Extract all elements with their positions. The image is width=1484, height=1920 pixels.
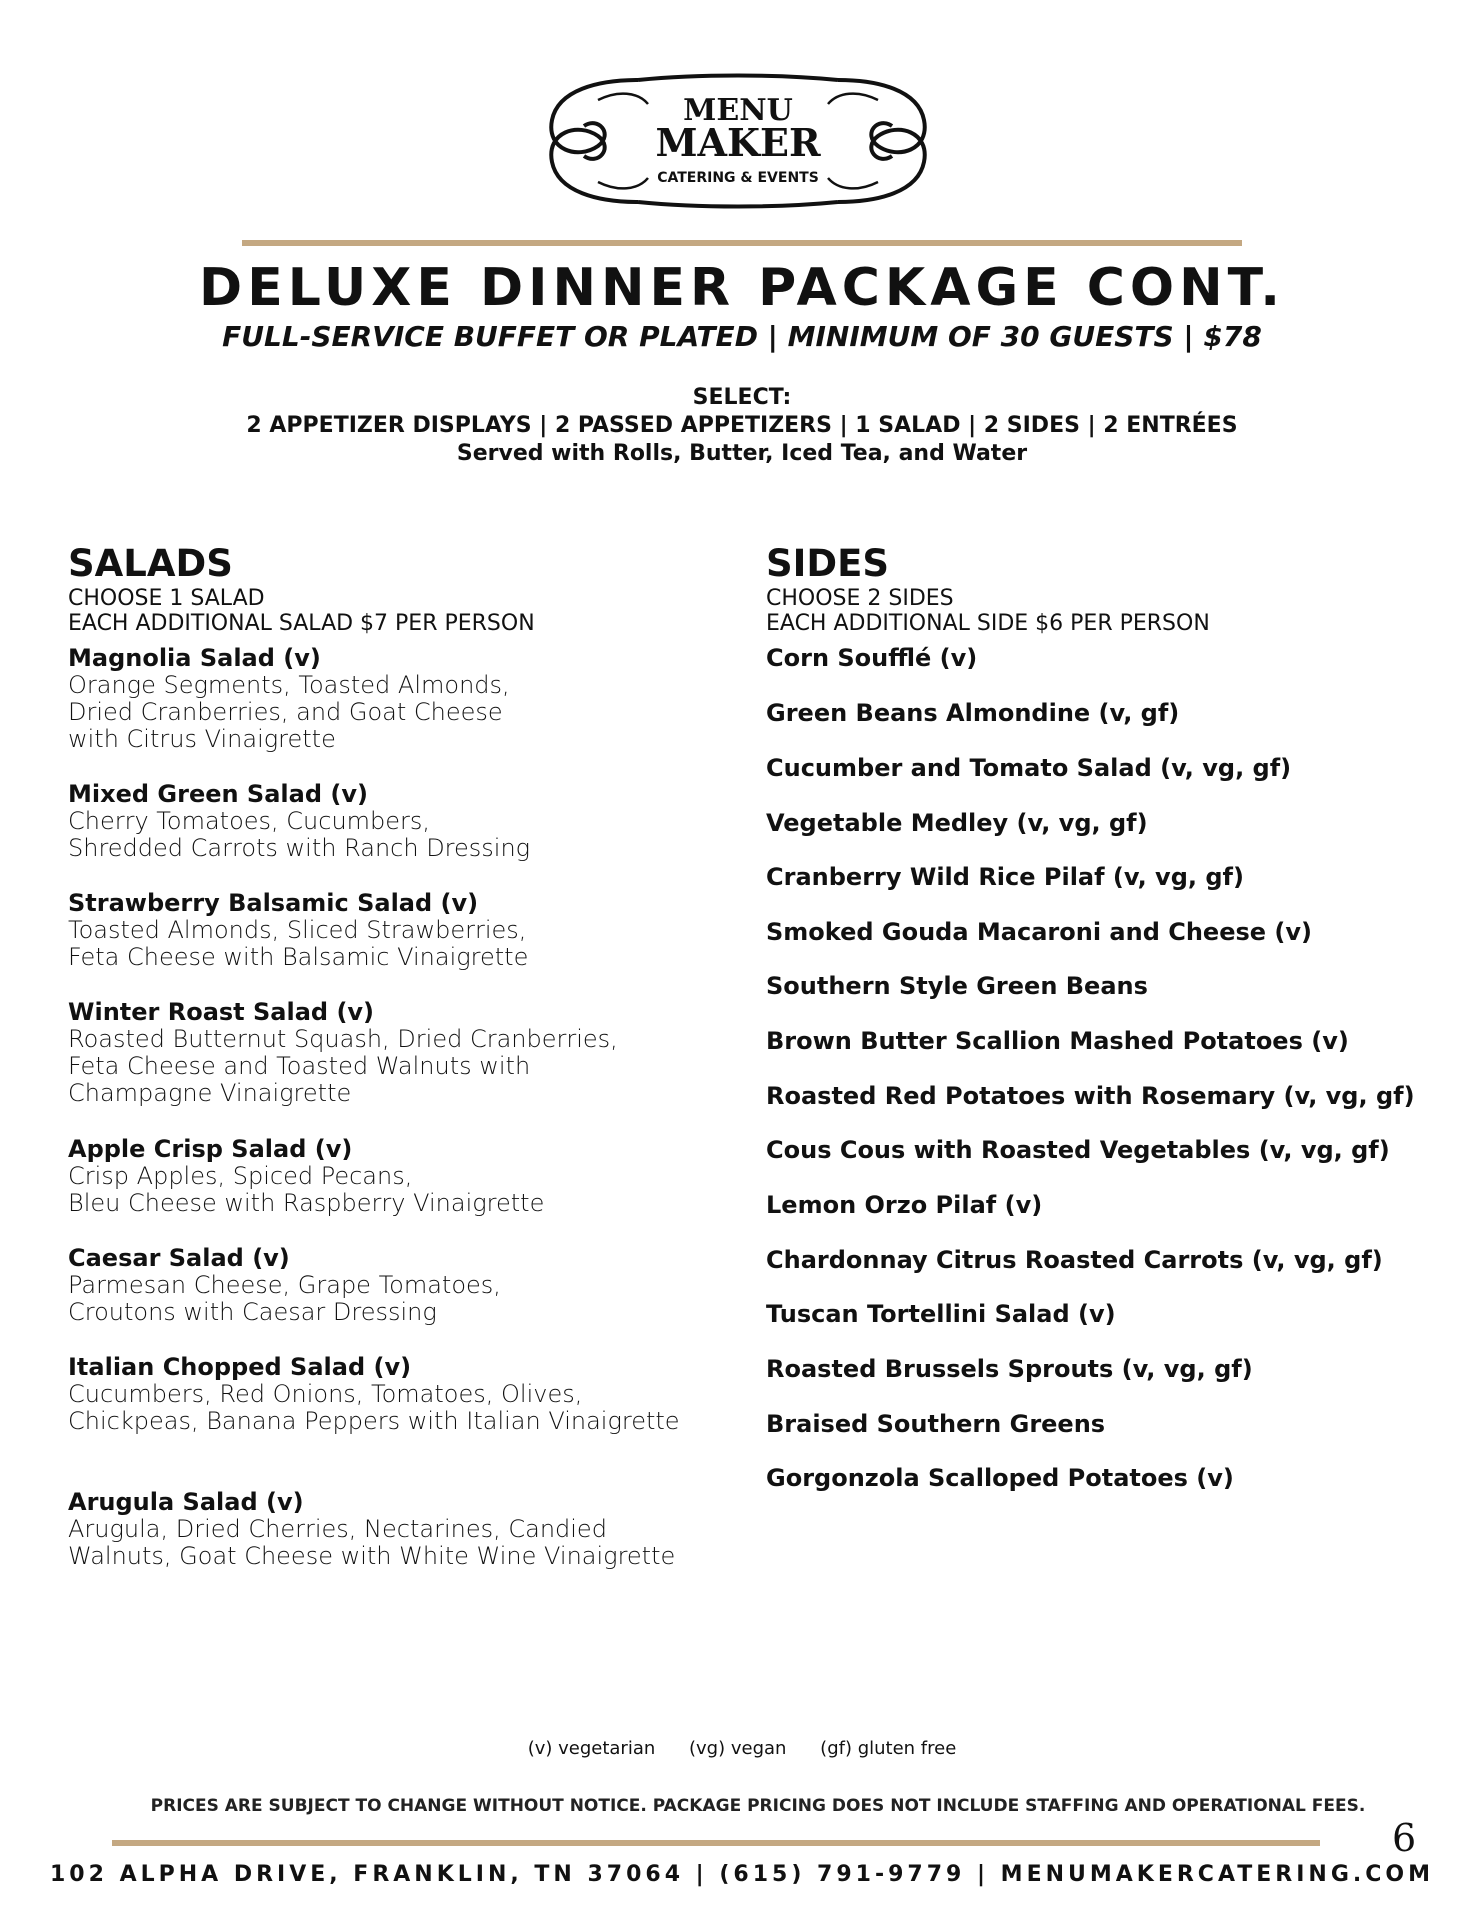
page-title: DELUXE DINNER PACKAGE CONT.: [199, 258, 1285, 318]
salad-item: [68, 998, 618, 1107]
pricing-disclaimer: PRICES ARE SUBJECT TO CHANGE WITHOUT NOTICE. PACKAGE PRICING DOES NOT INCLUDE STAFFING AND OPERATIONAL FEES.: [150, 1796, 1366, 1816]
legend-vegetarian: (v) vegetarian: [527, 1738, 656, 1759]
sides-section: [766, 542, 1446, 1492]
side-item: Cucumber and Tomato Salad (v, vg, gf): [766, 754, 1292, 782]
salad-desc-line: Crisp Apples, Spiced Pecans,: [68, 1162, 413, 1190]
salad-desc-line: Cucumbers, Red Onions, Tomatoes, Olives,: [68, 1380, 583, 1408]
salad-desc-line: with Citrus Vinaigrette: [68, 725, 336, 753]
salad-desc-line: Bleu Cheese with Raspberry Vinaigrette: [68, 1189, 545, 1217]
logo-line1: MENU: [683, 93, 793, 128]
salad-item: [68, 644, 510, 753]
salad-name: Mixed Green Salad (v): [68, 780, 368, 808]
sides-sub1: CHOOSE 2 SIDES: [766, 586, 954, 611]
side-item: Corn Soufflé (v): [766, 644, 978, 672]
side-item: Gorgonzola Scalloped Potatoes (v): [766, 1464, 1234, 1492]
salad-item: [68, 1488, 675, 1570]
select-items: 2 APPETIZER DISPLAYS | 2 PASSED APPETIZERS | 1 SALAD | 2 SIDES | 2 ENTRÉES: [246, 413, 1238, 438]
sides-title: SIDES: [766, 542, 890, 585]
menu-maker-logo: [538, 60, 938, 222]
top-divider: [242, 240, 1242, 246]
salad-desc-line: Toasted Almonds, Sliced Strawberries,: [68, 916, 527, 944]
salad-name: Italian Chopped Salad (v): [68, 1353, 412, 1381]
logo-ornament: [538, 60, 938, 222]
side-item: Cranberry Wild Rice Pilaf (v, vg, gf): [766, 863, 1244, 891]
salad-desc-line: Feta Cheese with Balsamic Vinaigrette: [68, 943, 529, 971]
side-item: Roasted Red Potatoes with Rosemary (v, vg, gf): [766, 1082, 1415, 1110]
salad-name: Magnolia Salad (v): [68, 644, 321, 672]
salad-item: [68, 889, 528, 971]
side-item: Braised Southern Greens: [766, 1410, 1106, 1438]
side-item: Green Beans Almondine (v, gf): [766, 699, 1180, 727]
sides-sub2: EACH ADDITIONAL SIDE $6 PER PERSON: [766, 611, 1210, 636]
salad-name: Strawberry Balsamic Salad (v): [68, 889, 479, 917]
salads-title: SALADS: [68, 542, 233, 585]
select-block: [0, 384, 1484, 468]
side-item: Tuscan Tortellini Salad (v): [766, 1300, 1116, 1328]
side-item: Southern Style Green Beans: [766, 972, 1148, 1000]
contact-footer: 102 ALPHA DRIVE, FRANKLIN, TN 37064 | (615) 791-9779 | MENUMAKERCATERING.COM: [49, 1862, 1435, 1887]
legend-gluten-free: (gf) gluten free: [820, 1738, 957, 1759]
salad-name: Arugula Salad (v): [68, 1488, 304, 1516]
salad-name: Winter Roast Salad (v): [68, 998, 375, 1026]
side-item: Lemon Orzo Pilaf (v): [766, 1191, 1043, 1219]
salad-item: [68, 1353, 680, 1435]
side-item: Smoked Gouda Macaroni and Cheese (v): [766, 918, 1312, 946]
salad-desc-line: Shredded Carrots with Ranch Dressing: [68, 834, 531, 862]
served-with: Served with Rolls, Butter, Iced Tea, and Water: [456, 441, 1028, 466]
salads-sub2: EACH ADDITIONAL SALAD $7 PER PERSON: [68, 611, 535, 636]
salad-desc-line: Cherry Tomatoes, Cucumbers,: [68, 807, 431, 835]
side-item: Chardonnay Citrus Roasted Carrots (v, vg, gf): [766, 1246, 1383, 1274]
salad-name: Apple Crisp Salad (v): [68, 1135, 353, 1163]
bottom-divider: [112, 1840, 1320, 1846]
logo-line2: MAKER: [655, 120, 821, 165]
salad-desc-line: Champagne Vinaigrette: [68, 1079, 352, 1107]
salad-desc-line: Orange Segments, Toasted Almonds,: [68, 671, 510, 699]
salad-desc-line: Dried Cranberries, and Goat Cheese: [68, 698, 503, 726]
salad-item: [68, 1244, 501, 1326]
salads-sub1: CHOOSE 1 SALAD: [68, 586, 265, 611]
salad-desc-line: Walnuts, Goat Cheese with White Wine Vinaigrette: [68, 1542, 676, 1570]
salad-desc-line: Arugula, Dried Cherries, Nectarines, Candied: [68, 1515, 607, 1543]
salad-desc-line: Croutons with Caesar Dressing: [68, 1298, 437, 1326]
side-item: Brown Butter Scallion Mashed Potatoes (v): [766, 1027, 1349, 1055]
select-label: SELECT:: [692, 385, 792, 410]
page-number: 6: [1392, 1816, 1417, 1860]
dietary-legend: [0, 1738, 1484, 1759]
page-subtitle: FULL-SERVICE BUFFET OR PLATED | MINIMUM OF 30 GUESTS | $78: [222, 320, 1262, 353]
side-item: Roasted Brussels Sprouts (v, vg, gf): [766, 1355, 1253, 1383]
salad-desc-line: Chickpeas, Banana Peppers with Italian Vinaigrette: [68, 1407, 680, 1435]
salad-name: Caesar Salad (v): [68, 1244, 290, 1272]
salad-item: [68, 1135, 544, 1217]
logo-line3: CATERING & EVENTS: [657, 170, 819, 186]
side-item: Cous Cous with Roasted Vegetables (v, vg, gf): [766, 1136, 1390, 1164]
salad-item: [68, 780, 530, 862]
legend-vegan: (vg) vegan: [689, 1738, 787, 1759]
salad-desc-line: Roasted Butternut Squash, Dried Cranberries,: [68, 1025, 618, 1053]
side-item: Vegetable Medley (v, vg, gf): [766, 809, 1148, 837]
salad-desc-line: Parmesan Cheese, Grape Tomatoes,: [68, 1271, 501, 1299]
salad-desc-line: Feta Cheese and Toasted Walnuts with: [68, 1052, 531, 1080]
salads-section: [68, 542, 748, 1570]
